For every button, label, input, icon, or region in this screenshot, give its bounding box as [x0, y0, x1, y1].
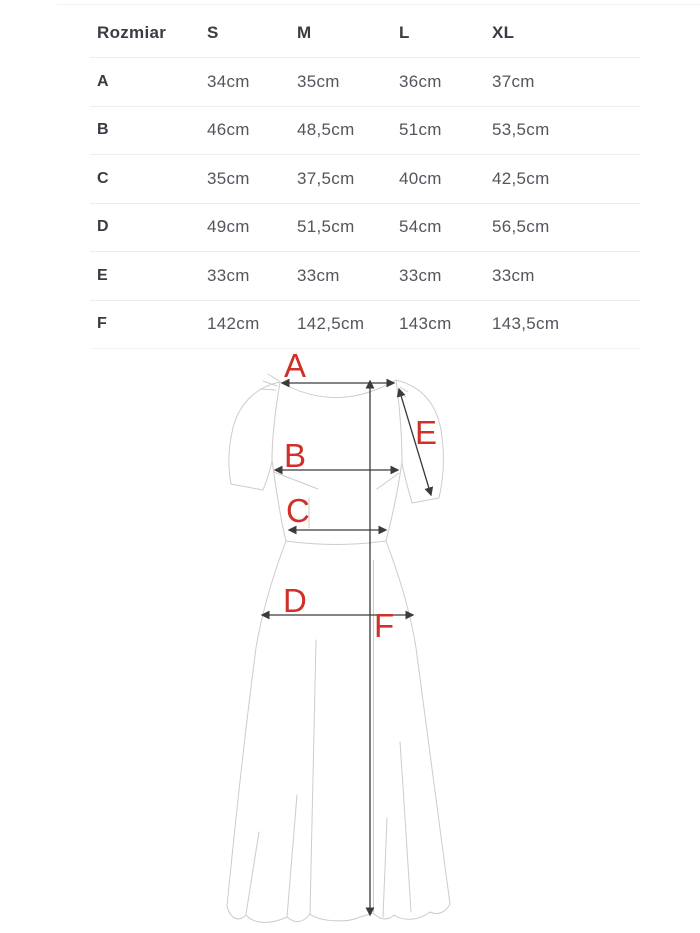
- cell-value: 40cm: [399, 168, 442, 188]
- column-header-l: L: [399, 23, 410, 42]
- cell-value: 33cm: [207, 265, 250, 285]
- row-label: E: [97, 266, 108, 284]
- column-header-m: M: [297, 23, 312, 42]
- cell-value: 33cm: [399, 265, 442, 285]
- measurement-labels: [283, 347, 437, 644]
- cell-value: 35cm: [207, 168, 250, 188]
- cell-value: 33cm: [492, 265, 535, 285]
- cell-value: 51,5cm: [297, 217, 355, 237]
- cell-value: 42,5cm: [492, 168, 550, 188]
- cell-value: 48,5cm: [297, 120, 355, 140]
- label-d: D: [283, 582, 307, 619]
- cell-value: 33cm: [297, 265, 340, 285]
- cell-value: 36cm: [399, 71, 442, 91]
- cell-value: 54cm: [399, 217, 442, 237]
- cell-value: 53,5cm: [492, 120, 550, 140]
- column-header-size: Rozmiar: [97, 23, 167, 42]
- cell-value: 49cm: [207, 217, 250, 237]
- row-label: F: [97, 315, 108, 333]
- cell-value: 142,5cm: [297, 314, 365, 334]
- column-header-xl: XL: [492, 23, 515, 42]
- cell-value: 56,5cm: [492, 217, 550, 237]
- cell-value: 46cm: [207, 120, 250, 140]
- label-c: C: [286, 492, 310, 529]
- row-label: A: [97, 72, 109, 90]
- cell-value: 142cm: [207, 314, 260, 334]
- cell-value: 37,5cm: [297, 168, 355, 188]
- cell-value: 143,5cm: [492, 314, 560, 334]
- cell-value: 143cm: [399, 314, 452, 334]
- dress-outline: [227, 374, 450, 922]
- column-header-s: S: [207, 23, 219, 42]
- label-a: A: [284, 347, 307, 384]
- cell-value: 51cm: [399, 120, 442, 140]
- cell-value: 34cm: [207, 71, 250, 91]
- label-e: E: [415, 414, 438, 451]
- row-label: B: [97, 121, 109, 139]
- label-b: B: [284, 437, 307, 474]
- row-label: C: [97, 169, 109, 187]
- cell-value: 37cm: [492, 71, 535, 91]
- label-f: F: [374, 607, 395, 644]
- cell-value: 35cm: [297, 71, 340, 91]
- row-label: D: [97, 218, 109, 236]
